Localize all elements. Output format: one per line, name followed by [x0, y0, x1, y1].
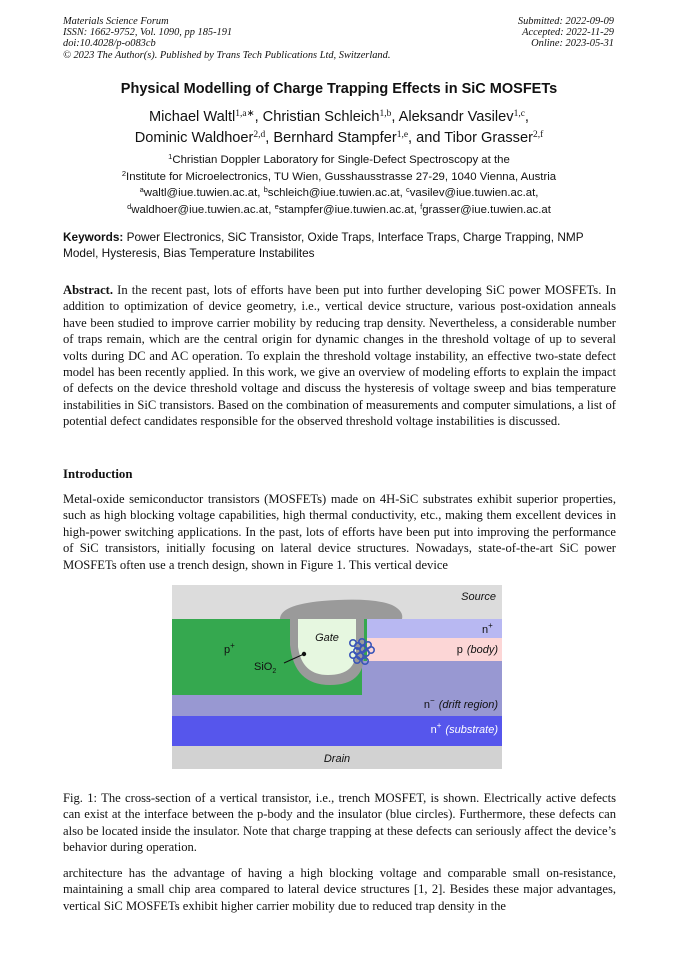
affiliations: [40, 152, 638, 218]
dates-header: [414, 16, 614, 50]
author-name: , Christian Schleich: [254, 109, 380, 125]
email-link[interactable]: vasilev@iue.tuwien.ac.at,: [409, 187, 539, 199]
submitted-date: Submitted: 2022-09-09: [517, 16, 614, 27]
author-affil-sup: 1,b: [379, 109, 392, 119]
affiliation-2: [40, 169, 638, 186]
introduction-paragraph: Metal-oxide semiconductor transistors (MOSFETs) made on 4H-SiC substrates exhibit superior properties, such as high blocking voltage capabilities, high thermal conductivity, etc., making them excellent devices in high-power switching applications. In the past, lots of efforts have been put into improving the performance of SiC transistors, initially focusing on lateral device structures. Nowadays, state-of-the-art SiC power MOSFETs often use a trench design, shown in Figure 1. This vertical device: [63, 492, 616, 572]
gate-poly: [298, 619, 356, 675]
email-line-2: [40, 202, 638, 219]
mosfet-cross-section: [172, 585, 502, 769]
label-gate: Gate: [315, 632, 339, 644]
affil-text: Institute for Microelectronics, TU Wien, Gusshausstrasse 27-29, 1040 Vienna, Austria: [126, 170, 557, 183]
issn: ISSN: 1662-9752, Vol. 1090, pp 185-191: [63, 27, 233, 39]
caption-label: Fig. 1:: [63, 791, 98, 805]
author-list: [40, 107, 638, 148]
journal-name: Materials Science Forum: [63, 16, 169, 27]
author-name: , and Tibor Grasser: [408, 129, 533, 146]
sio2-pointer-dot: [302, 652, 306, 656]
affil-sup: 2: [121, 168, 127, 178]
keywords-text: Power Electronics, SiC Transistor, Oxide Traps, Interface Traps, Charge Trapping, NMP Model, Hysteresis, Bias Temperature Instabilites: [63, 230, 584, 260]
label-source: Source: [461, 591, 496, 603]
figure-1-caption: [63, 790, 616, 856]
abstract-text: In the recent past, lots of efforts have been put into further developing SiC power MOSFETs. In addition to optimization of device geometry, i.e., vertical device structure, various post-oxidation anneals have been studied to improve carrier mobility by reducing trap density. Nevertheless, a considerable number of traps remain, which are the central origin for dynamic changes in the threshold voltage of up to several volts during DC and AC operation. To explain the threshold voltage instability, an effective two-state defect model has been recently applied. In this work, we give an overview of modeling efforts to explain the impact of defects on the device threshold voltage and discuss the hysteresis of voltage sweep and bias temperature instabilities in SiC transistors. Based on the combination of measurements and computer simulations, a list of potential defect candidates responsible for the observed threshold voltage instabilities is discussed.: [63, 283, 616, 429]
email-link[interactable]: grasser@iue.tuwien.ac.at: [422, 203, 551, 216]
drift-bump: [362, 661, 367, 695]
email-link[interactable]: waldhoer@iue.tuwien.ac.at,: [131, 203, 275, 216]
online-date: Online: 2023-05-31: [531, 38, 614, 50]
email-line-1: [40, 185, 638, 202]
author-name: Michael Waltl: [149, 109, 236, 125]
email-sup: b: [263, 185, 268, 194]
author-affil-sup: 2,f: [532, 129, 544, 140]
abstract-label: Abstract.: [63, 283, 114, 297]
author-name: , Bernhard Stampfer: [265, 129, 397, 146]
email-sup: e: [274, 201, 279, 211]
doi-link[interactable]: doi:10.4028/p-o083cb: [63, 38, 156, 50]
label-drift: n− (drift region): [423, 696, 498, 711]
keywords-label: Keywords:: [63, 230, 124, 244]
email-link[interactable]: stampfer@iue.tuwien.ac.at,: [278, 203, 421, 216]
section-heading-introduction: Introduction: [63, 467, 133, 481]
paper-title: Physical Modelling of Charge Trapping Effects in SiC MOSFETs: [120, 81, 558, 97]
affil-text: Christian Doppler Laboratory for Single-Defect Spectroscopy at the: [172, 154, 510, 166]
figure-1-trench-mosfet: [172, 585, 502, 769]
n-plus-region: [362, 619, 502, 638]
label-p-plus: p+: [224, 641, 235, 656]
caption-text: The cross-section of a vertical transistor, i.e., trench MOSFET, is shown. Electrically active defects can exist at the interface between the p-body and the insulator (blue circles). Furthermore, these defects can also be located inside the insulator. Note that charge trapping at these defects can seriously affect the device’s behavior during operation.: [63, 791, 616, 855]
label-drain: Drain: [323, 753, 351, 765]
author-affil-sup: 1,a∗: [235, 109, 255, 119]
email-sup: d: [127, 201, 132, 211]
author-line-2: [40, 128, 638, 149]
email-sup: f: [420, 201, 423, 211]
author-name: Dominic Waldhoer: [134, 129, 254, 146]
email-link[interactable]: waltl@iue.tuwien.ac.at,: [143, 187, 264, 199]
label-sio2: SiO$_2$: [254, 661, 277, 675]
continuation-paragraph: architecture has the advantage of having a high blocking voltage and comparable small on-resistance, maintaining a small chip area compared to lateral device structures [1, 2]. Besides these major advantages, vertical SiC MOSFETs exhibit higher carrier mobility due to reduced trap density in the: [63, 866, 616, 913]
email-sup: a: [139, 185, 144, 194]
label-n-plus: n+: [482, 621, 493, 636]
author-affil-sup: 2,d: [253, 129, 266, 140]
label-p-body: p (body): [456, 644, 498, 656]
author-name: , Aleksandr Vasilev: [391, 109, 514, 125]
email-link[interactable]: schleich@iue.tuwien.ac.at,: [267, 187, 406, 199]
affiliation-1: [40, 152, 638, 169]
accepted-date: Accepted: 2022-11-29: [522, 27, 614, 39]
affil-sup: 1: [168, 152, 173, 161]
author-separator: ,: [524, 109, 529, 125]
author-line-1: [40, 107, 638, 128]
abstract: [63, 282, 616, 430]
label-substrate: n+ (substrate): [430, 721, 498, 736]
author-affil-sup: 1,e: [396, 129, 409, 140]
author-affil-sup: 1,c: [513, 109, 525, 119]
copyright: © 2023 The Author(s). Published by Trans Tech Publications Ltd, Switzerland.: [63, 49, 391, 61]
keywords: [63, 230, 616, 261]
email-sup: c: [405, 185, 410, 194]
